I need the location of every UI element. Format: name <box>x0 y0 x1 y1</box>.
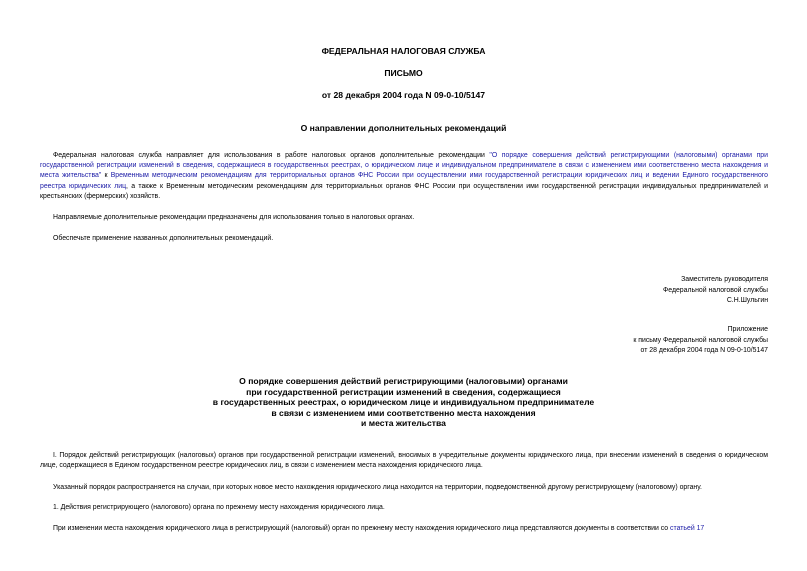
recommendations-link[interactable]: "О порядке совершения действий регистрирующими (налоговыми) органами при государственной регистрации изменений в сведения, содержащиеся в государственных реестрах, о юридическом лице и индивидуальном предпринимателе в связи с изменением ими соответственно места нахождения и места жительства" <box>40 152 768 180</box>
body-paragraph-3: Обеспечьте применение названных дополнительных рекомендаций. <box>53 235 274 242</box>
appendix-label: Приложение <box>727 326 768 333</box>
appendix-title <box>0 376 807 429</box>
signature-organization: Федеральной налоговой службы <box>663 286 768 294</box>
signature-block <box>663 275 768 307</box>
article-17-link[interactable]: статьей 17 <box>670 525 705 532</box>
signature-name: С.Н.Шульгин <box>726 297 768 305</box>
document-subject: О направлении дополнительных рекомендаций <box>300 123 507 133</box>
p1-text-b: к <box>101 172 111 180</box>
p1-text-a: Федеральная налоговая служба направляет для использования в работе налоговых органов дополнительные рекомендации <box>53 152 490 159</box>
appendix-section-1: I. Порядок действий регистрирующих (налоговых) органов при государственной регистрации изменений, вносимых в учредительные документы юридического лица, при внесении изменений в сведения о юридическом лице, содержащиеся в Едином государственном реестре юридических лиц, в связи с изменением места нахождения юридического лица. <box>40 452 768 470</box>
appendix-paragraph-documents <box>40 524 768 534</box>
body-paragraph-2: Направляемые дополнительные рекомендации предназначены для использования только в налоговых органах. <box>53 214 415 221</box>
agency-name: ФЕДЕРАЛЬНАЯ НАЛОГОВАЯ СЛУЖБА <box>321 46 486 56</box>
methodical-recommendations-link[interactable]: Временным методическим рекомендациям для территориальных органов ФНС России при осуществлении ими государственной регистрации юридических лиц и ведении Единого государственного реестра юридических лиц <box>40 172 768 190</box>
documents-text: При изменении места нахождения юридического лица в регистрирующий (налоговый) орган по прежнему месту нахождения юридического лица представляются документы в соответствии со <box>53 525 671 532</box>
appendix-reference <box>633 325 768 357</box>
appendix-title-line-2: при государственной регистрации изменений в сведения, содержащиеся <box>246 386 561 397</box>
document-date: от 28 декабря 2004 года N 09-0-10/5147 <box>321 90 486 100</box>
body-paragraph-1 <box>40 151 768 202</box>
appendix-title-line-1: О порядке совершения действий регистрирующими (налоговыми) органами <box>239 376 568 386</box>
appendix-letter-ref: к письму Федеральной налоговой службы <box>633 336 768 344</box>
appendix-letter-date: от 28 декабря 2004 года N 09-0-10/5147 <box>640 347 768 355</box>
appendix-title-line-4: в связи с изменением ими соответственно места нахождения <box>271 407 536 418</box>
appendix-title-line-3: в государственных реестрах, о юридическом лице и индивидуальном предпринимателе <box>212 397 595 407</box>
appendix-title-line-5: и места жительства <box>361 418 446 428</box>
document-type: ПИСЬМО <box>384 68 423 78</box>
p1-text-c: , а также к Временным методическим рекомендациям для территориальных органов ФНС России при осуществлении ими государственной регистрации индивидуальных предпринимателей и крестьянских (фермерских) хозяйств. <box>40 182 768 200</box>
appendix-paragraph-actions: 1. Действия регистрирующего (налогового) органа по прежнему месту нахождения юридического лица. <box>53 504 385 511</box>
signature-position: Заместитель руководителя <box>681 276 768 283</box>
appendix-paragraph-scope: Указанный порядок распространяется на случаи, при которых новое место нахождения юридического лица находится на территории, подведомственной другому регистрирующему (налоговому) органу. <box>53 484 702 491</box>
